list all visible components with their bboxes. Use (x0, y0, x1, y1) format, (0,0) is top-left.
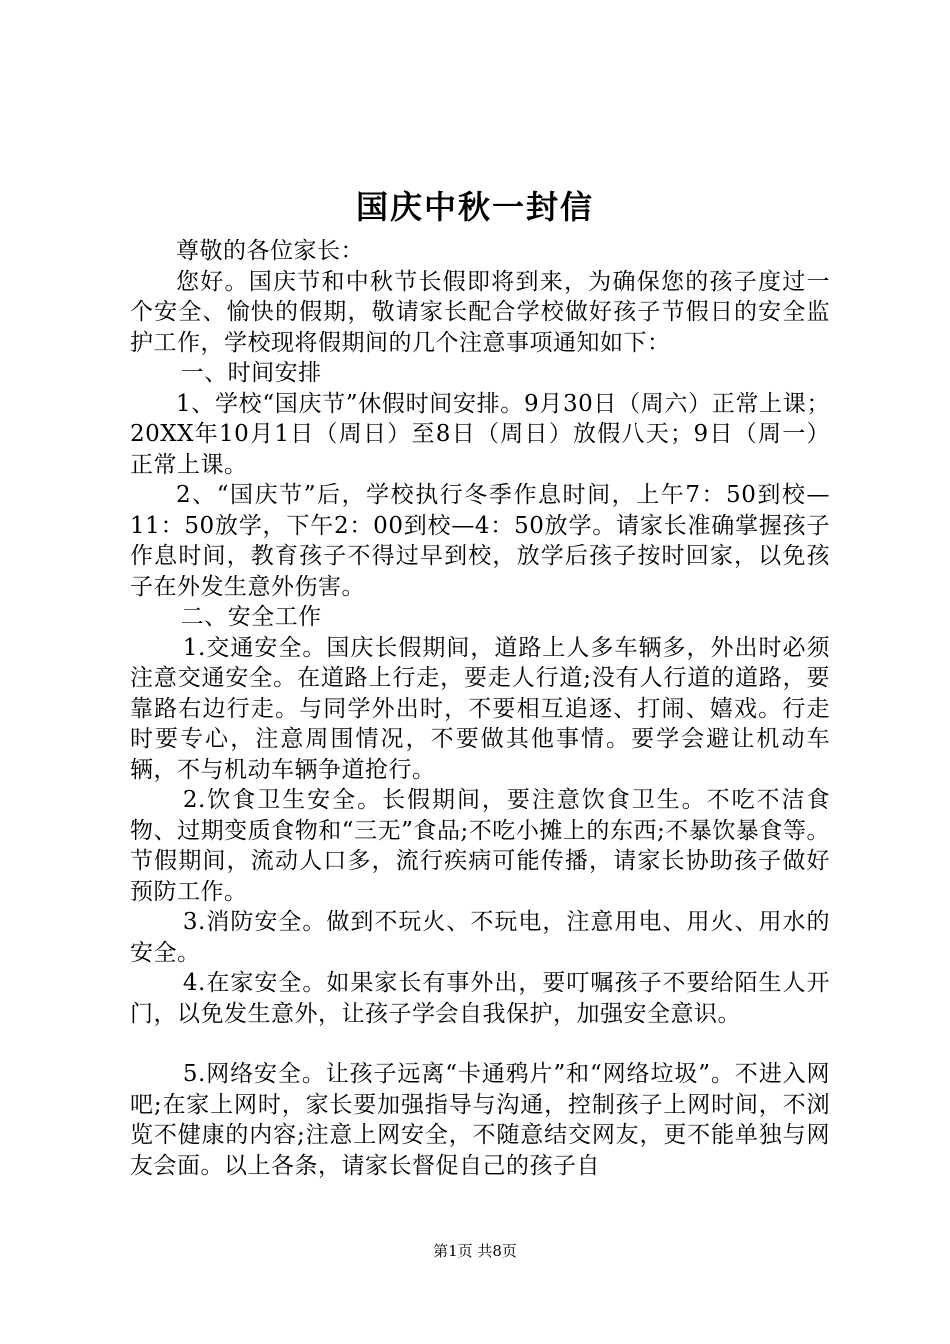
safety-item-food: 2.饮食卫生安全。长假期间，要注意饮食卫生。不吃不洁食物、过期变质食物和“三无”食品;不吃小摊上的东西;不暴饮暴食等。节假期间，流动人口多，流行疾病可能传播，请家长协助孩子做好预防工作。 (130, 787, 830, 905)
section-heading-schedule: 一、时间安排 (180, 360, 322, 386)
schedule-item-1: 1、学校“国庆节”休假时间安排。9月30日（周六）正常上课；20XX年10月1日（周日）至8日（周日）放假八天；9日（周一）正常上课。 (130, 390, 830, 478)
safety-item-fire: 3.消防安全。做到不玩火、不玩电，注意用电、用火、用水的安全。 (130, 909, 830, 966)
document-body (130, 236, 830, 1181)
intro-paragraph: 您好。国庆节和中秋节长假即将到来，为确保您的孩子度过一个安全、愉快的假期，敬请家长配合学校做好孩子节假日的安全监护工作，学校现将假期间的几个注意事项通知如下： (130, 268, 830, 356)
salutation: 尊敬的各位家长： (176, 238, 364, 264)
safety-item-traffic: 1.交通安全。国庆长假期间，道路上人多车辆多，外出时必须注意交通安全。在道路上行走，要走人行道;没有人行道的道路，要靠路右边行走。与同学外出时，不要相互追逐、打闹、嬉戏。行走时要专心，注意周围情况，不要做其他事情。要学会避让机动车辆，不与机动车辆争道抢行。 (130, 634, 830, 783)
page-footer: 第1页 共8页 (433, 1242, 517, 1260)
safety-item-home: 4.在家安全。如果家长有事外出，要叮嘱孩子不要给陌生人开门，以免发生意外，让孩子学会自我保护，加强安全意识。 (130, 970, 830, 1027)
schedule-item-2: 2、“国庆节”后，学校执行冬季作息时间，上午7：50到校—11：50放学，下午2：00到校—4：50放学。请家长准确掌握孩子作息时间，教育孩子不得过早到校，放学后孩子按时回家，以免孩子在外发生意外伤害。 (130, 482, 830, 600)
safety-item-internet: 5.网络安全。让孩子远离“卡通鸦片”和“网络垃圾”。不进入网吧;在家上网时，家长要加强指导与沟通，控制孩子上网时间，不浏览不健康的内容;注意上网安全，不随意结交网友，更不能单独与网友会面。以上各条，请家长督促自己的孩子自 (130, 1061, 830, 1179)
document-title: 国庆中秋一封信 (355, 188, 594, 226)
section-heading-safety: 二、安全工作 (180, 604, 322, 630)
